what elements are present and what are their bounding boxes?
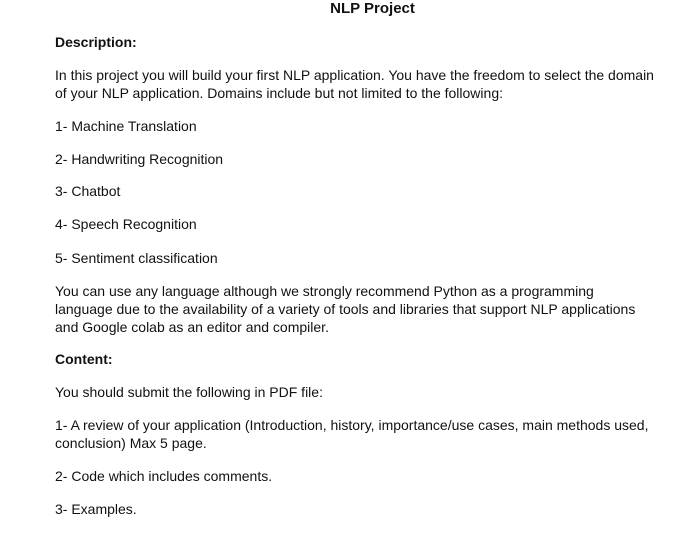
submit-intro: You should submit the following in PDF file: <box>55 384 323 400</box>
document-title: NLP Project <box>330 0 415 17</box>
deliverable-item-3: 3- Examples. <box>55 501 137 517</box>
domain-item-4: 4- Speech Recognition <box>55 216 197 232</box>
domain-item-1: 1- Machine Translation <box>55 118 197 134</box>
content-heading: Content: <box>55 351 113 367</box>
domain-item-3: 3- Chatbot <box>55 183 121 199</box>
deliverable-item-1: 1- A review of your application (Introduction, history, importance/use cases, main methods used, conclusion) Max 5 page. <box>55 417 649 451</box>
description-heading: Description: <box>55 34 137 50</box>
intro-paragraph: In this project you will build your first NLP application. You have the freedom to select the domain of your NLP application. Domains include but not limited to the following: <box>55 67 654 101</box>
domain-item-2: 2- Handwriting Recognition <box>55 151 224 167</box>
deliverable-item-2: 2- Code which includes comments. <box>55 468 273 484</box>
domain-item-5: 5- Sentiment classification <box>55 250 218 266</box>
language-note-paragraph: You can use any language although we strongly recommend Python as a programming language due to the availability of a variety of tools and libraries that support NLP applications and Google colab as an editor and compiler. <box>55 283 636 335</box>
